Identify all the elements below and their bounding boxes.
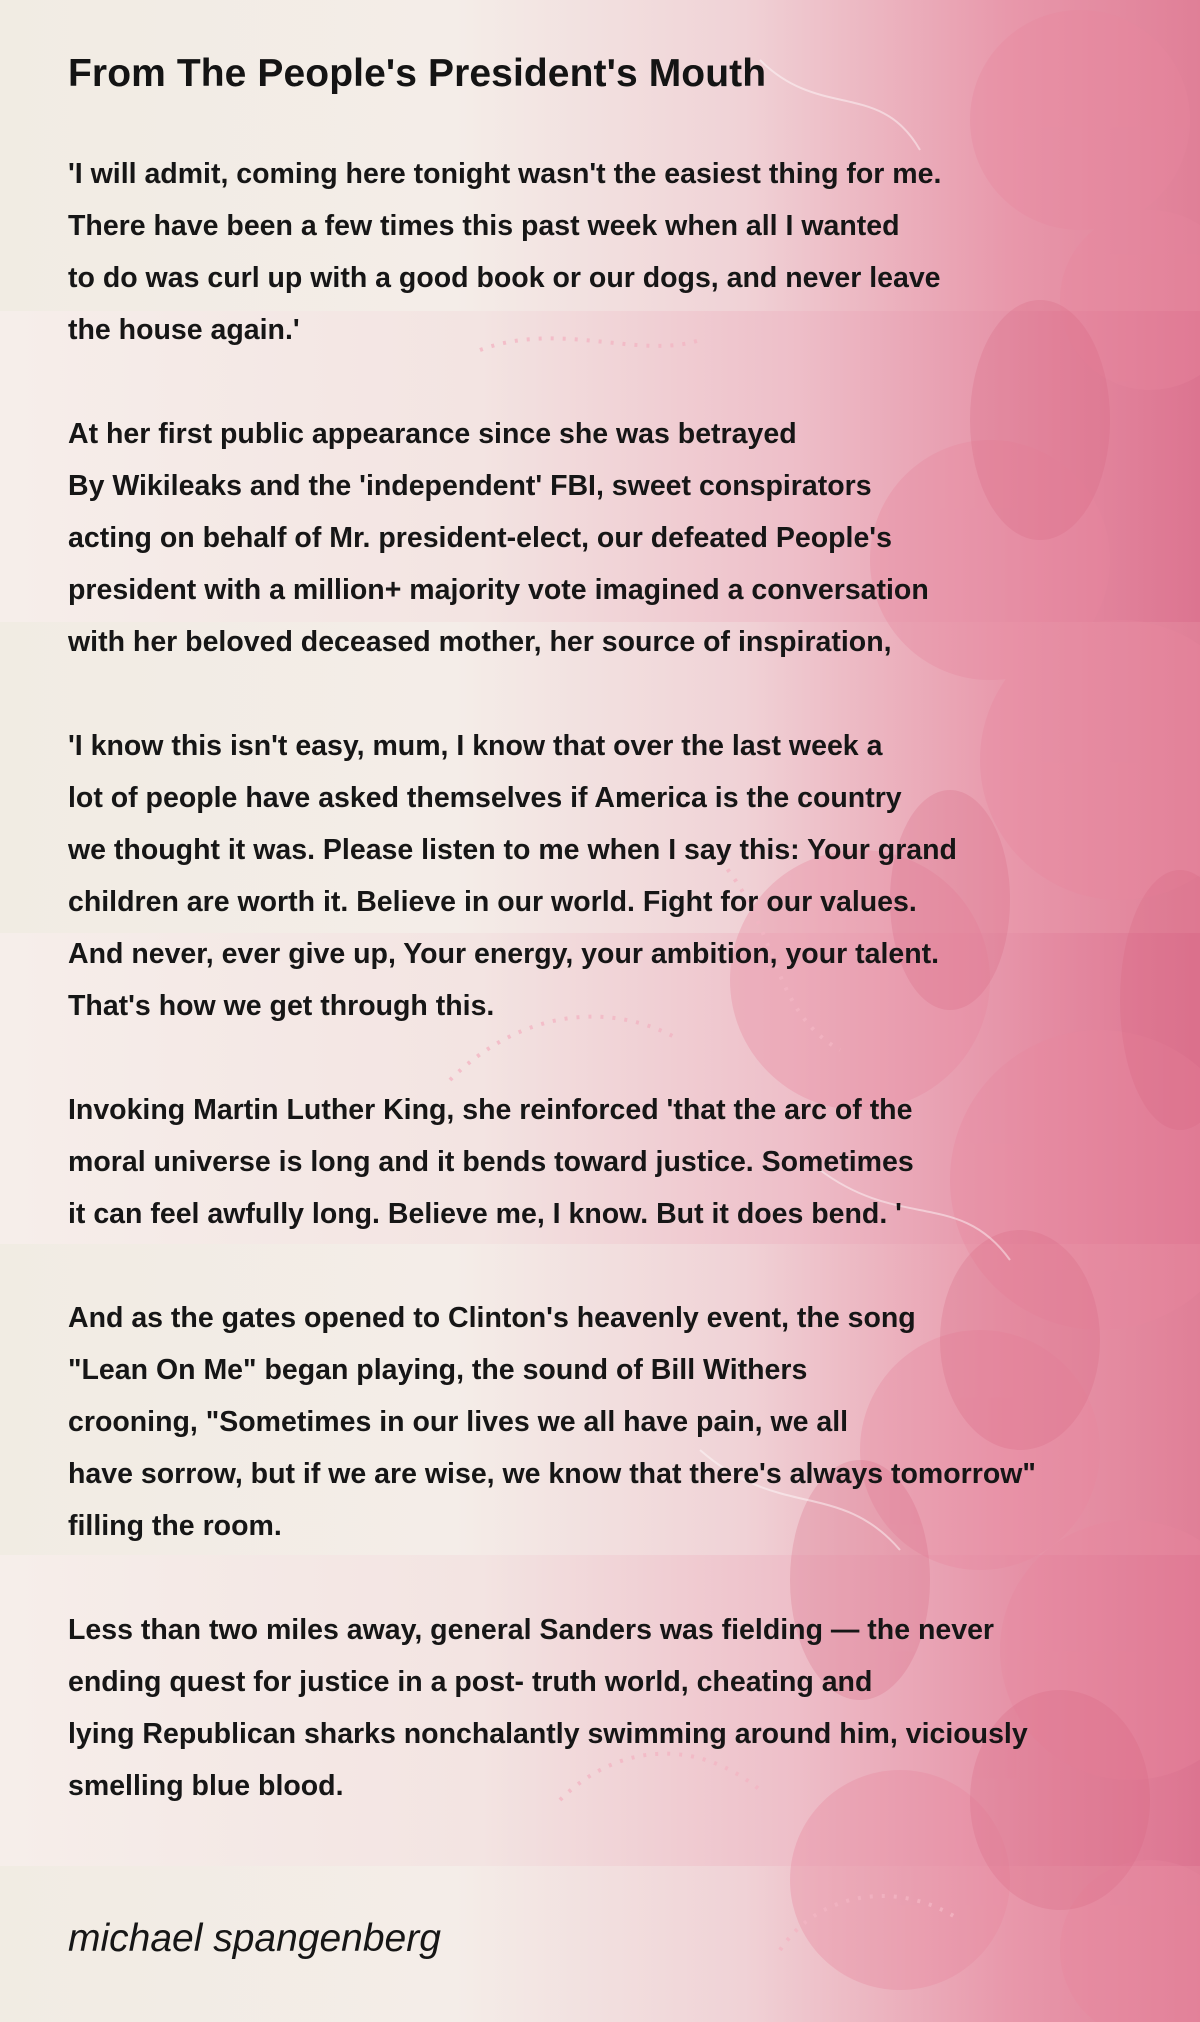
- poem-line: crooning, "Sometimes in our lives we all have pain, we all: [68, 1406, 849, 1438]
- poem-title: From The People's President's Mouth: [68, 52, 767, 95]
- poem-line: lot of people have asked themselves if America is the country: [68, 782, 902, 814]
- poem-author: michael spangenberg: [68, 1917, 441, 1960]
- poem-line: By Wikileaks and the 'independent' FBI, sweet conspirators: [68, 470, 872, 502]
- poem-line: "Lean On Me" began playing, the sound of Bill Withers: [68, 1354, 808, 1386]
- poem-line: with her beloved deceased mother, her source of inspiration,: [68, 626, 892, 658]
- poem-line: to do was curl up with a good book or our dogs, and never leave: [68, 262, 941, 294]
- poem-line: At her first public appearance since she was betrayed: [68, 418, 797, 450]
- poem-line: smelling blue blood.: [68, 1770, 344, 1802]
- stanza-gap: [68, 1032, 1036, 1084]
- poem-stanza: [68, 720, 1036, 1032]
- poem-line: the house again.': [68, 314, 300, 346]
- poem-line: filling the room.: [68, 1510, 282, 1542]
- poem-line: That's how we get through this.: [68, 990, 495, 1022]
- poem-line: Invoking Martin Luther King, she reinforced 'that the arc of the: [68, 1094, 913, 1126]
- poem-stanza: [68, 408, 1036, 668]
- poem-stanza: [68, 1292, 1036, 1552]
- stanza-gap: [68, 1240, 1036, 1292]
- poem-body: [68, 148, 1036, 1812]
- poem-line: president with a million+ majority vote imagined a conversation: [68, 574, 929, 606]
- poem-line: And never, ever give up, Your energy, your ambition, your talent.: [68, 938, 940, 970]
- poem-stanza: [68, 1084, 1036, 1240]
- poem-line: There have been a few times this past week when all I wanted: [68, 210, 900, 242]
- poem-stanza: [68, 1604, 1036, 1812]
- stanza-gap: [68, 668, 1036, 720]
- poem-line: 'I will admit, coming here tonight wasn't the easiest thing for me.: [68, 158, 942, 190]
- poem-line: acting on behalf of Mr. president-elect, our defeated People's: [68, 522, 892, 554]
- stanza-gap: [68, 1552, 1036, 1604]
- poem-line: moral universe is long and it bends toward justice. Sometimes: [68, 1146, 914, 1178]
- poem-line: Less than two miles away, general Sanders was fielding — the never: [68, 1614, 995, 1646]
- poem-line: it can feel awfully long. Believe me, I know. But it does bend. ': [68, 1198, 902, 1230]
- poem-line: have sorrow, but if we are wise, we know that there's always tomorrow": [68, 1458, 1036, 1490]
- poem-line: And as the gates opened to Clinton's heavenly event, the song: [68, 1302, 916, 1334]
- poem-line: we thought it was. Please listen to me when I say this: Your grand: [68, 834, 957, 866]
- poem-stanza: [68, 148, 1036, 356]
- stanza-gap: [68, 356, 1036, 408]
- poem-line: children are worth it. Believe in our world. Fight for our values.: [68, 886, 917, 918]
- poem-line: lying Republican sharks nonchalantly swimming around him, viciously: [68, 1718, 1028, 1750]
- poem-line: 'I know this isn't easy, mum, I know that over the last week a: [68, 730, 883, 762]
- poem-line: ending quest for justice in a post- truth world, cheating and: [68, 1666, 873, 1698]
